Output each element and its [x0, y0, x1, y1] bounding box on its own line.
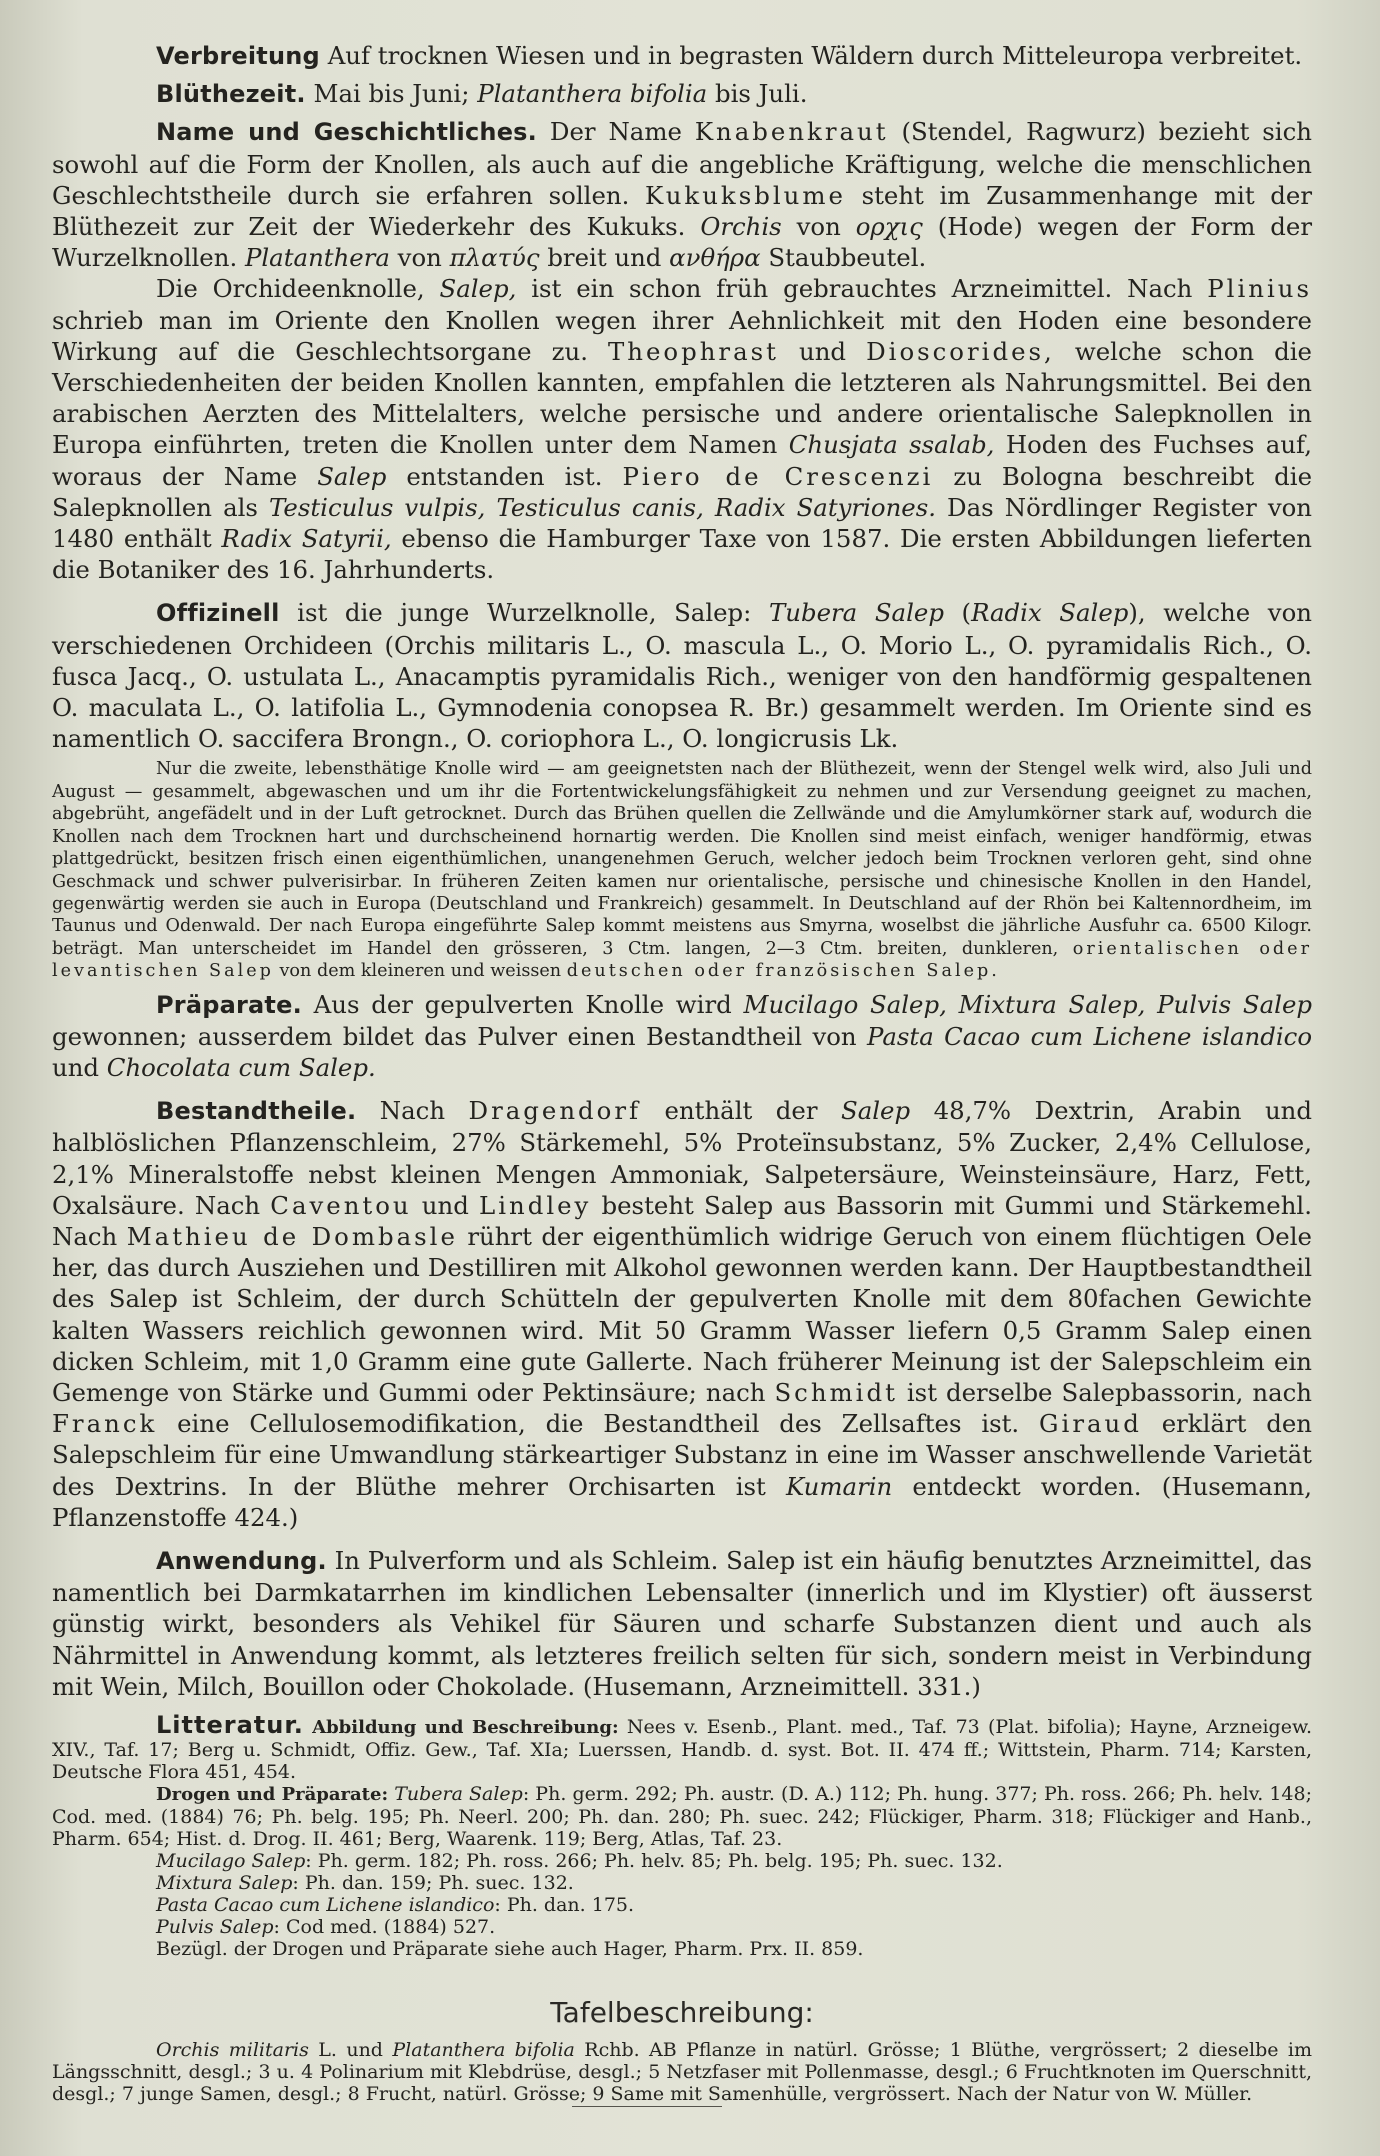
body-text: Staubbeutel. [760, 243, 927, 273]
pasta-line [52, 1894, 1312, 1916]
tafel-text: Rchb. AB Pflanze in natürl. Grösse; 1 Blüthe, vergrössert; 2 dieselbe im Längsschnitt, desgl.; 3 u. 4 Polinarium mit Klebdrüse, desgl.; 5 Netzfaser mit Pollenmasse, desgl.; 6 Fruchtknoten im Querschnitt, desgl.; 7 junge Samen, desgl.; 8 Frucht, natürl. Grösse; 9 Same mit Samenhülle, vergrössert. Nach der Natur von W. Müller. [52, 2039, 1312, 2105]
body-text: schrieb man im Oriente den Knollen wegen ihrer Aehnlichkeit mit den Hoden eine besondere Wirkung auf die Geschlechtsorgane zu. [52, 305, 1312, 366]
litteratur-text: Bezügl. der Drogen und Präparate siehe auch Hager, Pharm. Prx. II. 859. [156, 1938, 864, 1960]
body-text: steht im Zusammenhange mit der Blüthezeit zur Zeit der Wiederkehr des Kukuks. [52, 180, 1312, 242]
litteratur-heading: Litteratur. [156, 1711, 304, 1739]
litteratur-paragraph [52, 1711, 1312, 1783]
bluethezeit-paragraph [52, 78, 1312, 110]
term-italic: Mucilago Salep, Mixtura Salep, Pulvis Salep [743, 989, 1312, 1019]
spaced-term: deutschen oder französischen Salep. [566, 961, 1000, 982]
greek-word: ανθήρα [669, 243, 761, 273]
term-italic: Tubera Salep [769, 598, 944, 628]
body-text: ist derselbe Salepbassorin, nach [897, 1377, 1312, 1407]
genus-name: Platanthera [244, 243, 390, 273]
litteratur-section [52, 1711, 1312, 1960]
body-text: entdeckt worden. (Husemann, Pflanzenstoffe 424.) [52, 1471, 1313, 1532]
litteratur-text: : Ph. dan. 159; Ph. suec. 132. [292, 1872, 574, 1894]
author-name: Caventou [270, 1190, 412, 1220]
author-name: Dioscorides, [866, 336, 1055, 366]
term-italic: Salep [317, 461, 387, 491]
greek-word: πλατύς [449, 243, 540, 273]
term-italic: Pasta Cacao cum Lichene islandico [156, 1894, 495, 1916]
author-name: Lindley [479, 1190, 592, 1220]
small-text: Nur die zweite, lebensthätige Knolle wird — am geeignetsten nach der Blüthezeit, wenn der Stengel welk wird, also Juli und August — gesammelt, abgewaschen und um ihr die Fortentwickelungsfähigkeit zu nehmen und zur Versendung geeignet zu machen, abgebrüht, angefädelt und in der Luft getrocknet. Durch das Brühen quellen die Zellwände und die Amylumkörner stark auf, wodurch die Knollen nach dem Trocknen hart und durchscheinend hornartig werden. Die Knollen sind meist einfach, weniger handförmig, etwas plattgedrückt, besitzen frisch einen eigenthümlichen, unangenehmen Geruch, welcher jedoch beim Trocknen verloren geht, sind ohne Geschmack und schwer pulverisirbar. In früheren Zeiten kamen nur orientalische, persische und chinesische Knollen in den Handel, gegenwärtig werden sie auch in Europa (Deutschland und Frankreich) gesammelt. In Deutschland auf der Rhön bei Kaltennordheim, im Taunus und Odenwald. Der nach Europa eingeführte Salep kommt meistens aus Smyrna, woselbst die jährliche Ausfuhr ca. 6500 Kilogr. beträgt. Man unterscheidet im Handel den grösseren, 3 Ctm. langen, 2—3 Ctm. breiten, dunkleren, [52, 759, 1312, 959]
body-text: In Pulverform und als Schleim. Salep ist ein häufig benutztes Arzneimittel, das namentlich bei Darmkatarrhen im kindlichen Lebensalter (innerlich und im Klystier) oft äusserst günstig wirkt, besonders als Vehikel für Säuren und scharfe Substanzen dient und auch als Nährmittel in Anwendung kommt, als letzteres freilich selten für sich, sondern meist in Verbindung mit Wein, Milch, Bouillon oder Chokolade. (Husemann, Arzneimittell. 331.) [52, 1545, 1312, 1701]
species-name: Platanthera bifolia [477, 79, 708, 109]
term-italic: Mixtura Salep [156, 1872, 293, 1894]
litteratur-text: : Cod med. (1884) 527. [273, 1916, 496, 1938]
drogen-subheading: Drogen und Präparate: [156, 1784, 389, 1805]
body-text: eine Cellulosemodifikation, die Bestandtheil des Zellsaftes ist. [157, 1409, 1040, 1439]
mucilago-line [52, 1850, 1312, 1872]
anwendung-paragraph [52, 1545, 1312, 1702]
term-italic: Salep, [439, 274, 517, 304]
body-text: Nach [356, 1096, 469, 1126]
anwendung-heading: Anwendung. [156, 1546, 327, 1575]
author-name: Mathieu de Dombasle [126, 1221, 458, 1251]
author-name: Schmidt [774, 1377, 898, 1407]
body-text: ( [943, 598, 972, 628]
verbreitung-text: Auf trocknen Wiesen und in begrasten Wäldern durch Mitteleuropa verbreitet. [327, 41, 1303, 70]
author-name: Franck [52, 1409, 158, 1439]
species-name: Platanthera bifolia [392, 2039, 575, 2061]
term-italic: Chocolata cum Salep. [106, 1052, 376, 1082]
body-text: und [778, 336, 867, 366]
bottom-divider [572, 2106, 722, 2107]
praeparate-heading: Präparate. [156, 990, 302, 1019]
small-text: von dem kleineren und weissen [273, 961, 567, 982]
body-text: (Stendel, Ragwurz) bezieht sich sowohl auf die Form der Knollen, als auch auf die angebliche Kräftigung, welche die menschlichen Geschlechtstheile durch sie erfahren sollen. [52, 117, 1312, 210]
verbreitung-paragraph [52, 40, 1312, 72]
spaced-term: orientalischen oder levantischen Salep [52, 938, 1312, 982]
body-text: ist die junge Wurzelknolle, Salep: [279, 598, 769, 628]
name-paragraph [52, 116, 1312, 273]
hager-line [52, 1938, 1312, 1960]
author-name: Plinius [1207, 274, 1312, 304]
pulvis-line [52, 1916, 1312, 1938]
genus-name: Orchis [700, 212, 782, 242]
body-text: entstanden ist. [386, 461, 623, 491]
offizinell-paragraph [52, 597, 1312, 754]
body-text: 48,7% Dextrin, Arabin und halblöslichen Pflanzenschleim, 27% Stärkemehl, 5% Proteïnsubstanz, 5% Zucker, 2,4% Cellulose, 2,1% Mineralstoffe nebst kleinen Mengen Ammoniak, Salpetersäure, Weinsteinsäure, Harz, Fett, Oxalsäure. Nach [52, 1096, 1312, 1220]
body-text: und [52, 1052, 107, 1082]
body-text: Die Orchideenknolle, [156, 274, 440, 304]
praeparate-paragraph [52, 989, 1312, 1084]
offizinell-heading: Offizinell [156, 599, 280, 628]
verbreitung-heading: Verbreitung [156, 42, 320, 70]
body-text: enthält der [641, 1096, 841, 1126]
body-text: von [781, 212, 856, 242]
offizinell-small-print [52, 758, 1312, 982]
tafel-text: L. und [308, 2039, 393, 2061]
term-italic: Mucilago Salep [156, 1850, 306, 1872]
term-italic: Radix Salep [971, 598, 1129, 628]
body-text: Hoden des Fuchses auf, woraus der Name [52, 430, 1312, 491]
bluethezeit-heading: Blüthezeit. [156, 80, 306, 109]
term-italic: Pasta Cacao cum Lichene islandico [867, 1021, 1313, 1051]
term-italic: Pulvis Salep [156, 1916, 274, 1938]
author-name: Dragendorf [468, 1096, 642, 1126]
body-text: gewonnen; ausserdem bildet das Pulver einen Bestandtheil von [52, 1021, 868, 1051]
body-text: ist ein schon früh gebrauchtes Arzneimittel. Nach [516, 274, 1208, 304]
body-text: breit und [539, 243, 670, 273]
body-text: welche schon die Verschiedenheiten der beiden Knollen kannten, empfahlen die letzteren als Nahrungsmittel. Bei den arabischen Aerzten des Mittelalters, welche persische und andere orientalische Salepknollen in Europa einführten, treten die Knollen unter dem Namen [52, 336, 1312, 460]
bluethezeit-text: bis Juli. [707, 79, 808, 109]
body-text: ), welche von verschiedenen Orchideen (Orchis militaris L., O. mascula L., O. Morio L., O. pyramidalis Rich., O. fusca Jacq., O. ustulata L., Anacamptis pyramidalis Rich., weniger von den handförmig gespaltenen O. maculata L., O. latifolia L., Gymnodenia conopsea R. Br.) gesammelt werden. Im Oriente sind es namentlich O. saccifera Brongn., O. coriophora L., O. longicrusis Lk. [52, 598, 1312, 754]
bestandtheile-paragraph [52, 1095, 1312, 1533]
body-text: (Hode) wegen der Form der Wurzelknollen. [52, 212, 1313, 273]
body-text: besteht Salep aus Bassorin mit Gummi und Stärkemehl. Nach [52, 1190, 1312, 1251]
term-italic: Radix Satyrii, [221, 524, 392, 554]
litteratur-text: : Ph. dan. 175. [494, 1894, 635, 1916]
litteratur-subheading: Abbildung und Beschreibung: [312, 1717, 619, 1738]
body-text: zu Bologna beschreibt die Salepknollen als [52, 461, 1313, 522]
spaced-term: Knabenkraut [694, 117, 889, 147]
bestandtheile-heading: Bestandtheile. [156, 1097, 357, 1126]
history-paragraph [52, 273, 1312, 585]
drogen-paragraph [52, 1783, 1312, 1850]
term-italic: Chusjata ssalab, [788, 430, 995, 460]
author-name: Giraud [1039, 1409, 1142, 1439]
term-italic: Tubera Salep [394, 1783, 523, 1805]
litteratur-text: : Ph. germ. 182; Ph. ross. 266; Ph. helv. 85; Ph. belg. 195; Ph. suec. 132. [305, 1850, 1003, 1872]
body-text: von [389, 243, 450, 273]
body-text: Aus der gepulverten Knolle wird [301, 989, 744, 1019]
spaced-term: Kukuksblume [645, 180, 846, 210]
litteratur-text: Nees v. Esenb., Plant. med., Taf. 73 (Plat. bifolia); Hayne, Arzneigew. XIV., Taf. 17; Berg u. Schmidt, Offiz. Gew., Taf. XIa; Luerssen, Handb. d. syst. Bot. II. 474 ff.; Wittstein, Pharm. 714; Karsten, Deutsche Flora 451, 454. [52, 1716, 1312, 1783]
tafel-paragraph [52, 2039, 1312, 2105]
species-name: Orchis militaris [156, 2039, 309, 2061]
author-name: Theophrast [608, 336, 779, 366]
body-text: erklärt den Salepschleim für eine Umwandlung stärkeartiger Substanz in eine im Wasser anschwellende Varietät des Dextrins. In der Blüthe mehrer Orchisarten ist [52, 1409, 1312, 1501]
bluethezeit-text: Mai bis Juni; [313, 79, 478, 109]
body-text: rührt der eigenthümlich widrige Geruch von einem flüchtigen Oele her, das durch Ausziehen und Destilliren mit Alkohol gewonnen werden kann. Der Hauptbestandtheil des Salep ist Schleim, der durch Schütteln der gepulverten Knolle mit dem 80fachen Gewichte kalten Wassers reichlich gewonnen wird. Mit 50 Gramm Wasser liefern 0,5 Gramm Salep einen dicken Schleim, mit 1,0 Gramm eine gute Gallerte. Nach früherer Meinung ist der Salepschleim ein Gemenge von Stärke und Gummi oder Pektinsäure; nach [52, 1221, 1312, 1407]
greek-word: ορχις [855, 212, 923, 242]
term-italic: Testiculus vulpis, Testiculus canis, Radix Satyriones. [269, 492, 936, 522]
body-text: ebenso die Hamburger Taxe von 1587. Die ersten Abbildungen lieferten die Botaniker des 16. Jahrhunderts. [52, 524, 1312, 585]
body-text: Der Name [549, 117, 695, 147]
author-name: Piero de Crescenzi [622, 461, 934, 491]
body-text: Das Nördlinger Register von 1480 enthält [52, 492, 1312, 554]
body-text: und [411, 1190, 479, 1220]
mixtura-line [52, 1872, 1312, 1894]
litteratur-text: : Ph. germ. 292; Ph. austr. (D. A.) 112; Ph. hung. 377; Ph. ross. 266; Ph. helv. 148; Cod. med. (1884) 76; Ph. belg. 195; Ph. Neerl. 200; Ph. dan. 280; Ph. suec. 242; Flückiger, Pharm. 318; Flückiger and Hanb., Pharm. 654; Hist. d. Drog. II. 461; Berg, Waarenk. 119; Berg, Atlas, Taf. 23. [52, 1783, 1312, 1850]
tafel-title: Tafelbeschreibung: [550, 1996, 814, 2029]
term-italic: Salep [841, 1096, 911, 1126]
name-heading: Name und Geschichtliches. [156, 118, 537, 147]
term-italic: Kumarin [786, 1471, 893, 1501]
